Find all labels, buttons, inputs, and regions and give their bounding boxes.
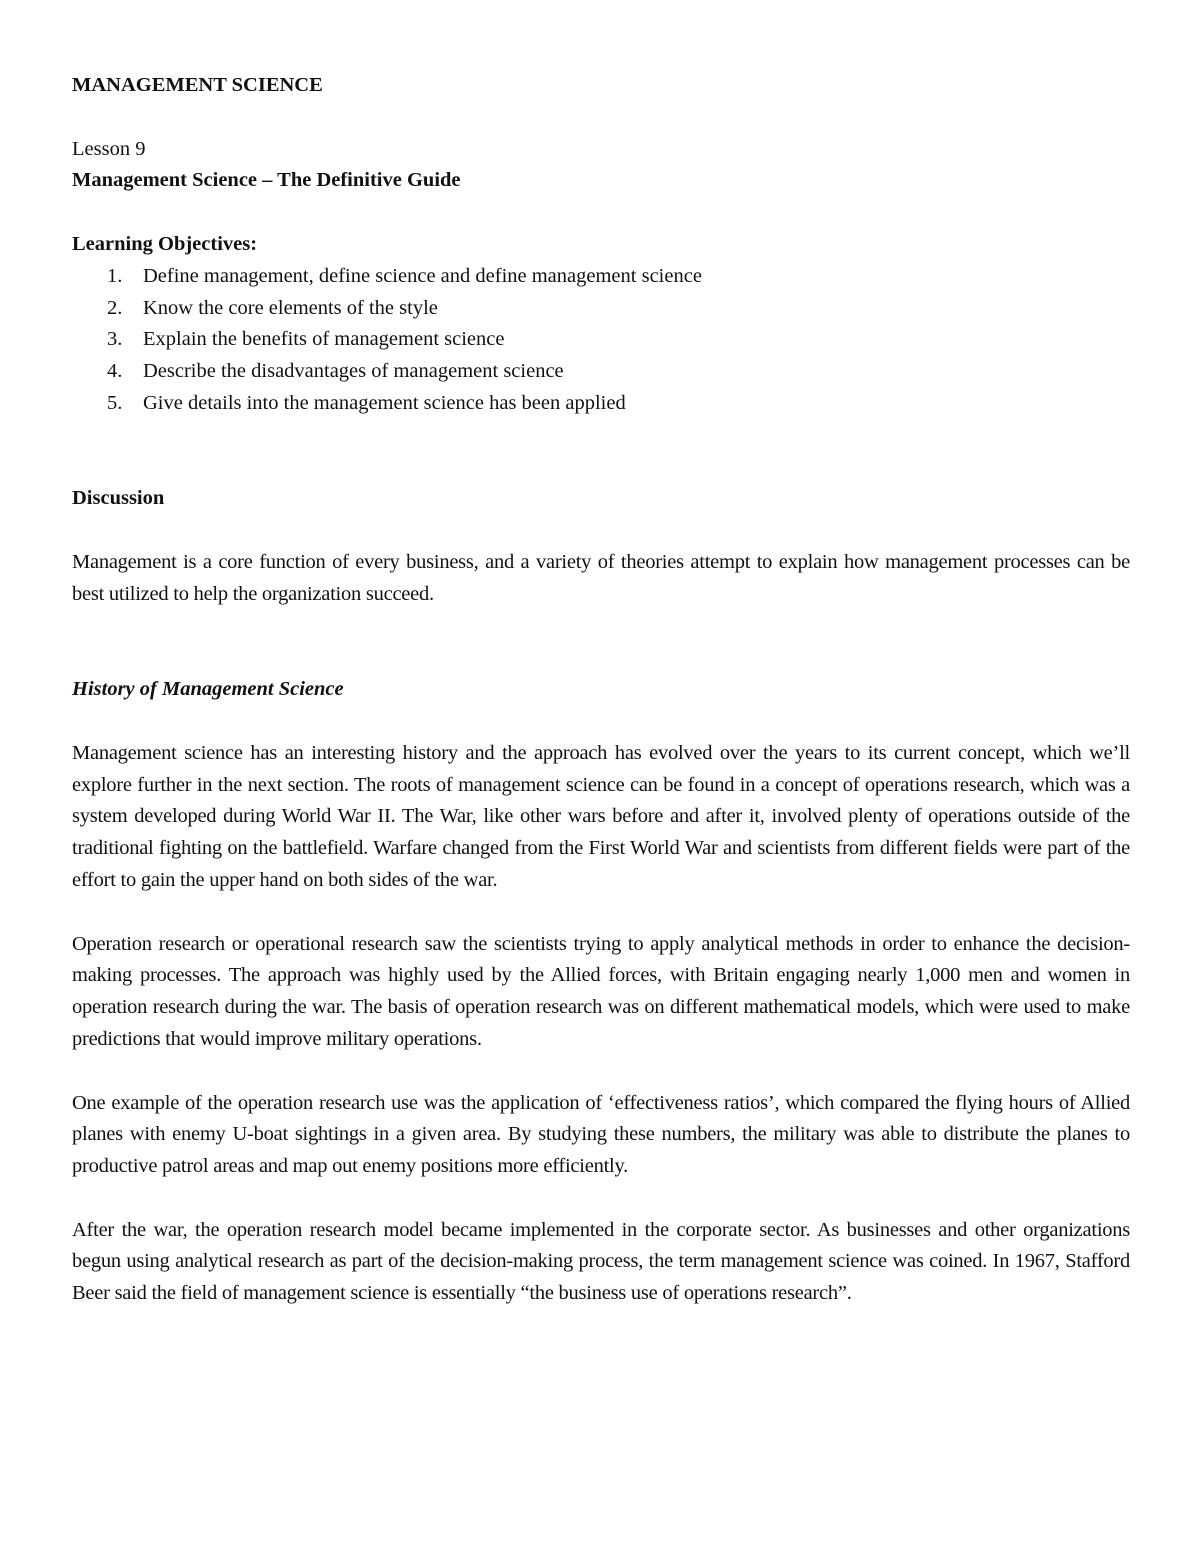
spacer	[72, 1183, 1130, 1215]
objective-item	[72, 356, 1130, 388]
history-paragraph: One example of the operation research use was the application of ‘effectiveness ratios’, which compared the flying hours of Allied planes with enemy U-boat sightings in a given area. By studying these numbers, the military was able to distribute the planes to productive patrol areas and map out enemy positions more efficiently.	[72, 1091, 1130, 1178]
history-paragraph: Operation research or operational research saw the scientists trying to apply analytical methods in order to enhance the decision-making processes. The approach was highly used by the Allied forces, with Britain engaging nearly 1,000 men and women in operation research during the war. The basis of operation research was on different mathematical models, which were used to make predictions that would improve military operations.	[72, 932, 1130, 1050]
spacer	[72, 897, 1130, 929]
discussion-intro-paragraph: Management is a core function of every business, and a variety of theories attempt to explain how management processes can be best utilized to help the organization succeed.	[72, 550, 1130, 605]
course-title: MANAGEMENT SCIENCE	[72, 74, 323, 96]
history-paragraph: After the war, the operation research model became implemented in the corporate sector. As businesses and other organizations begun using analytical research as part of the decision-making process, the term management science was coined. In 1967, Stafford Beer said the field of management science is essentially “the business use of operations research”.	[72, 1218, 1130, 1305]
objective-text: Describe the disadvantages of management science	[143, 360, 564, 383]
discussion-heading: Discussion	[72, 487, 165, 510]
spacer	[72, 420, 1130, 484]
objective-text: Know the core elements of the style	[143, 296, 438, 319]
objective-item	[72, 324, 1130, 356]
objectives-heading: Learning Objectives:	[72, 232, 258, 255]
spacer	[72, 611, 1130, 675]
spacer	[72, 197, 1130, 229]
objective-number: 5.	[107, 391, 123, 414]
objective-number: 4.	[107, 360, 123, 383]
objective-number: 1.	[107, 264, 123, 287]
spacer	[72, 102, 1130, 134]
spacer	[72, 706, 1130, 738]
objective-item	[72, 388, 1130, 420]
lesson-title: Management Science – The Definitive Guide	[72, 169, 461, 192]
objective-text: Give details into the management science has been applied	[143, 391, 626, 414]
history-heading: History of Management Science	[72, 678, 344, 701]
objective-number: 3.	[107, 328, 123, 351]
objectives-list	[72, 261, 1130, 420]
lesson-label: Lesson 9	[72, 137, 146, 160]
spacer	[72, 1056, 1130, 1088]
objective-number: 2.	[107, 296, 123, 319]
objective-text: Define management, define science and define management science	[143, 264, 702, 287]
history-paragraph: Management science has an interesting history and the approach has evolved over the years to its current concept, which we’ll explore further in the next section. The roots of management science can be found in a concept of operations research, which was a system developed during World War II. The War, like other wars before and after it, involved plenty of operations outside of the traditional fighting on the battlefield. Warfare changed from the First World War and scientists from different fields were part of the effort to gain the upper hand on both sides of the war.	[72, 741, 1130, 891]
objective-item	[72, 261, 1130, 293]
document-page	[72, 70, 1130, 1310]
objective-item	[72, 293, 1130, 325]
spacer	[72, 515, 1130, 547]
objective-text: Explain the benefits of management science	[143, 328, 505, 351]
